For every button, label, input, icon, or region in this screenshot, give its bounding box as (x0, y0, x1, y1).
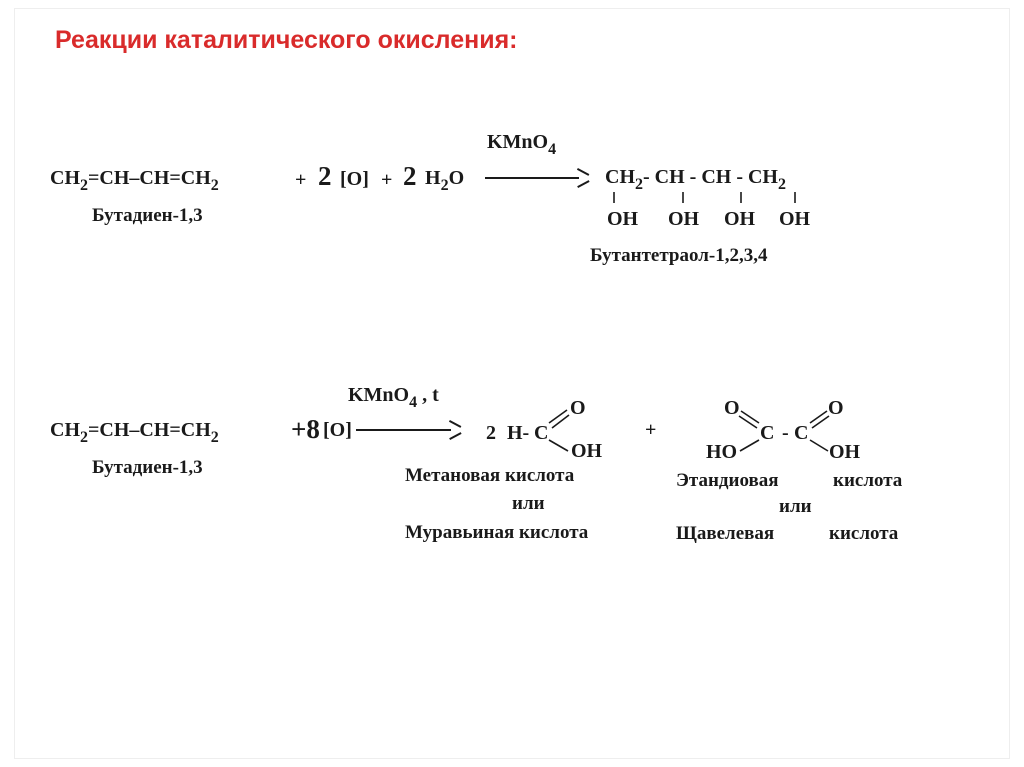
r1-reactant-name: Бутадиен-1,3 (92, 205, 203, 226)
r1-product-sub: 2 (635, 176, 643, 193)
r1-product-oh-3: OH (724, 208, 756, 230)
r2-catalyst-sub: 4 (409, 394, 418, 411)
r1-product-oh-1: OH (607, 208, 639, 230)
r1-catalyst-part: KMnO (487, 131, 549, 153)
r2-p2-oxygen-right: O (828, 397, 844, 419)
r2-reactant-sub: 2 (80, 429, 88, 446)
r2-p2-oxygen-left: O (724, 397, 740, 419)
r1-catalyst-sub: 4 (548, 141, 557, 158)
r1-plus-2: + (381, 169, 393, 191)
r1-product-oh-4: OH (779, 208, 811, 230)
r2-reactant-part: CH (50, 419, 80, 441)
r2-catalyst-part: , t (417, 384, 439, 406)
r1-reactant-sub: 2 (210, 177, 219, 194)
r1-water-part: H (425, 167, 441, 189)
r1-reactant-sub: 2 (80, 177, 88, 194)
r1-water-coefficient: 2 (403, 161, 417, 191)
r2-p2-name-2b: кислота (829, 523, 899, 544)
r2-p2-hydroxyl-right: OH (829, 441, 861, 463)
r1-plus-1: + (295, 169, 307, 191)
r2-p2-name-2: Щавелевая (676, 523, 775, 544)
r1-product-part: CH (605, 166, 635, 188)
r1-product-oh-2: OH (668, 208, 700, 230)
r2-reactant-sub: 2 (210, 429, 219, 446)
r2-p1-coefficient: 2 (486, 422, 496, 444)
r2-p2-carbon-2: C (794, 422, 809, 444)
r2-oxygen-coefficient: +8 (291, 414, 320, 444)
r1-water-sub: 2 (440, 177, 449, 194)
slide-title: Реакции каталитического окисления: (55, 26, 518, 54)
r2-p2-cc-bond: - (782, 422, 789, 444)
r2-p1-name-1: Метановая кислота (405, 465, 575, 486)
r2-reactant-part: =CH–CH=CH (88, 419, 211, 441)
r2-p2-name-1b: кислота (833, 470, 903, 491)
r2-catalyst-part: KMnO (348, 384, 410, 406)
r2-reactant-name: Бутадиен-1,3 (92, 457, 203, 478)
r1-oxygen-coefficient: 2 (318, 161, 332, 191)
r2-plus: + (645, 419, 657, 441)
r2-p2-or: или (779, 496, 812, 517)
r2-p1-or: или (512, 493, 545, 514)
r2-p2-name-1: Этандиовая (676, 470, 779, 491)
r1-reactant-part: CH (50, 167, 80, 189)
r1-product-name: Бутантетраол-1,2,3,4 (590, 245, 768, 266)
r1-product-sub: 2 (777, 176, 786, 193)
r1-product-part: - CH - CH - CH (643, 166, 778, 188)
r1-reactant-part: =CH–CH=CH (88, 167, 211, 189)
r2-p1-hydroxyl: OH (571, 440, 603, 462)
r1-water-part: O (448, 167, 465, 189)
r2-p1-name-2: Муравьиная кислота (405, 522, 589, 543)
r2-p2-carbon-1: C (760, 422, 775, 444)
r2-oxygen: [O] (323, 419, 352, 441)
r2-p2-hydroxyl-left: HO (706, 441, 738, 463)
r2-p1-hydrogen: H- (507, 422, 530, 444)
r1-oxygen: [O] (340, 168, 369, 190)
r2-p1-oxygen: O (570, 397, 586, 419)
r2-p1-carbon: C (534, 422, 549, 444)
